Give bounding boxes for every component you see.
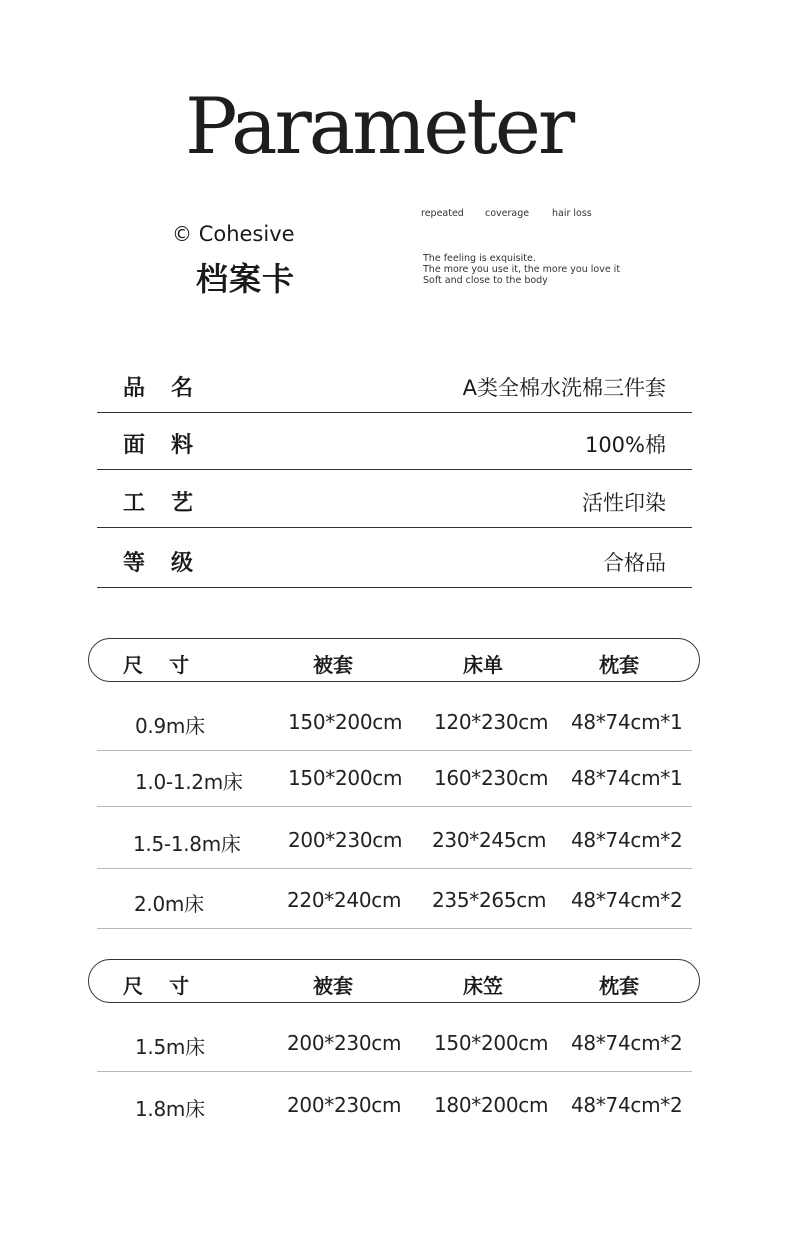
page-title: Parameter: [185, 82, 573, 172]
cell-duvet: 220*240cm: [287, 888, 402, 912]
cell-fitted-sheet: 180*200cm: [434, 1093, 549, 1117]
info-label: 等级: [123, 551, 220, 576]
header-pillow: 枕套: [599, 974, 639, 998]
info-value: 100%棉: [584, 433, 666, 457]
tag: coverage: [485, 208, 530, 219]
brand-name: [172, 222, 295, 246]
cell-size: 0.9m床: [135, 714, 205, 738]
tagline-line: Soft and close to the body: [423, 275, 548, 286]
table-row: [97, 869, 692, 929]
tag: repeated: [421, 208, 464, 219]
cell-fitted-sheet: 150*200cm: [434, 1031, 549, 1055]
info-value: A类全棉水洗棉三件套: [462, 376, 666, 400]
tag: hair loss: [552, 208, 592, 219]
info-label: 面料: [123, 433, 220, 458]
brand-label: Cohesive: [198, 222, 295, 246]
cell-size: 1.8m床: [135, 1097, 205, 1121]
info-row-grade: [97, 531, 692, 588]
header-fitted-sheet: 床笠: [463, 974, 503, 998]
size-table-1-header: [88, 638, 700, 682]
cell-pillow: 48*74cm*2: [571, 1031, 683, 1055]
cell-size: 1.0-1.2m床: [135, 770, 243, 794]
cell-duvet: 200*230cm: [287, 1093, 402, 1117]
info-label: 品名: [123, 376, 220, 401]
cell-size: 1.5-1.8m床: [133, 832, 241, 856]
cell-pillow: 48*74cm*2: [571, 1093, 683, 1117]
table-row: [97, 1011, 692, 1072]
header-duvet: 被套: [313, 974, 353, 998]
info-row-product: [97, 356, 692, 413]
cell-sheet: 120*230cm: [434, 710, 549, 734]
cell-size: 2.0m床: [134, 892, 204, 916]
cell-sheet: 160*230cm: [434, 766, 549, 790]
cell-duvet: 200*230cm: [287, 1031, 402, 1055]
cell-duvet: 200*230cm: [288, 828, 403, 852]
info-row-fabric: [97, 413, 692, 470]
cell-size: 1.5m床: [135, 1035, 205, 1059]
header-size: 尺寸: [123, 653, 215, 677]
cell-pillow: 48*74cm*1: [571, 710, 683, 734]
size-table-2-header: [88, 959, 700, 1003]
info-value: 合格品: [603, 551, 666, 575]
copyright-icon: ©: [172, 222, 192, 246]
cell-duvet: 150*200cm: [288, 766, 403, 790]
header-pillow: 枕套: [599, 653, 639, 677]
cell-sheet: 230*245cm: [432, 828, 547, 852]
info-label: 工艺: [123, 491, 220, 516]
card-title: 档案卡: [196, 260, 296, 298]
cell-sheet: 235*265cm: [432, 888, 547, 912]
tagline: [423, 253, 620, 286]
cell-pillow: 48*74cm*2: [571, 888, 683, 912]
tagline-line: The feeling is exquisite.: [423, 253, 536, 264]
feature-tags: [421, 208, 592, 219]
info-value: 活性印染: [582, 491, 666, 515]
header-duvet: 被套: [313, 653, 353, 677]
header-sheet: 床单: [463, 653, 503, 677]
cell-pillow: 48*74cm*2: [571, 828, 683, 852]
table-row: [97, 690, 692, 751]
cell-pillow: 48*74cm*1: [571, 766, 683, 790]
tagline-line: The more you use it, the more you love it: [423, 264, 621, 275]
cell-duvet: 150*200cm: [288, 710, 403, 734]
header-size: 尺寸: [123, 974, 215, 998]
table-row: [97, 751, 692, 807]
info-row-craft: [97, 471, 692, 528]
table-row: [97, 807, 692, 869]
table-row: [97, 1072, 692, 1132]
